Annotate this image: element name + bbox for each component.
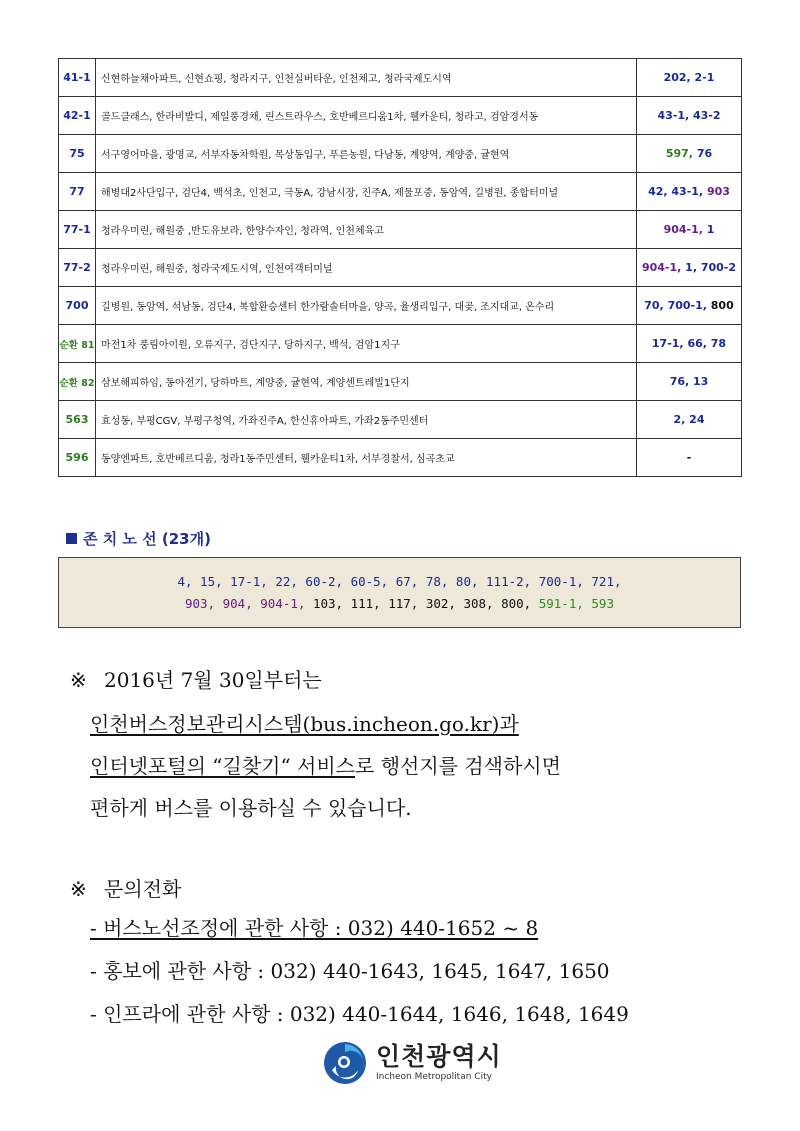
table-row bbox=[59, 211, 742, 249]
route-number: 42-1 bbox=[59, 97, 96, 135]
logo-subtitle: Incheon Metropolitan City bbox=[376, 1072, 492, 1082]
table-row bbox=[59, 135, 742, 173]
abolished-routes-title: 존 치 노 선 (23개) bbox=[66, 528, 211, 549]
table-row bbox=[59, 363, 742, 401]
incheon-logo bbox=[322, 1040, 502, 1086]
table-row bbox=[59, 439, 742, 477]
transfer-route-text: 202, 2-1 bbox=[663, 71, 715, 84]
reference-mark-icon: ※ bbox=[70, 877, 87, 901]
transfer-routes bbox=[637, 363, 742, 401]
transfer-route-text: 2, 24 bbox=[673, 413, 705, 426]
route-number: 순환 82 bbox=[59, 363, 96, 401]
notice-line-3: 인터넷포털의 “길찾기“ 서비스로 행선지를 검색하시면 bbox=[90, 754, 561, 778]
reference-mark-icon: ※ bbox=[70, 668, 87, 692]
transfer-routes bbox=[637, 211, 742, 249]
route-number: 77-2 bbox=[59, 249, 96, 287]
route-stops: 길병원, 동암역, 석남동, 검단4, 복합환승센터 한가람솔터마을, 양곡, 율생리입구, 대곶, 조지대교, 온수리 bbox=[96, 287, 637, 325]
transfer-routes bbox=[637, 325, 742, 363]
route-number: 700 bbox=[59, 287, 96, 325]
transfer-route-text: 597, bbox=[665, 147, 697, 160]
route-stops: 신현하늘채아파트, 신현쇼핑, 청라지구, 인천실버타운, 인천체고, 청라국제도시역 bbox=[96, 59, 637, 97]
transfer-route-text: 42, 43-1, bbox=[648, 185, 707, 198]
transfer-route-text: - bbox=[686, 451, 692, 464]
table-row bbox=[59, 401, 742, 439]
abolished-routes-line-2: 903, 904, 904-1, 103, 111, 117, 302, 308, 800, 591-1, 593 bbox=[185, 595, 614, 611]
table-row bbox=[59, 59, 742, 97]
transfer-route-text: 17-1, 66, 78 bbox=[651, 337, 727, 350]
transfer-route-text: 904-1, bbox=[663, 223, 707, 236]
route-stops: 삼보해피하임, 동아전기, 당하마트, 계양중, 귤현역, 계양센트레빌1단지 bbox=[96, 363, 637, 401]
route-number: 순환 81 bbox=[59, 325, 96, 363]
contact-title: ※ 문의전화 bbox=[70, 877, 182, 901]
transfer-route-text: 76, 13 bbox=[669, 375, 709, 388]
abolished-routes-line-1: 4, 15, 17-1, 22, 60-2, 60-5, 67, 78, 80, 111-2, 700-1, 721, bbox=[177, 573, 622, 589]
transfer-route-text: 70, 700-1, bbox=[644, 299, 711, 312]
route-stops: 골드클래스, 한라비발디, 제일풍경채, 린스트라우스, 호반베르디움1차, 웰카운티, 청라고, 검암경서동 bbox=[96, 97, 637, 135]
transfer-routes bbox=[637, 59, 742, 97]
square-bullet-icon bbox=[66, 533, 77, 544]
table-row bbox=[59, 249, 742, 287]
abolished-routes-box bbox=[58, 557, 741, 628]
notice-line-1: ※ 2016년 7월 30일부터는 bbox=[70, 668, 322, 692]
transfer-route-text: 904-1, bbox=[641, 261, 686, 274]
transfer-route-text: 1 bbox=[706, 223, 715, 236]
route-number: 77-1 bbox=[59, 211, 96, 249]
contact-item-route: - 버스노선조정에 관한 사항 : 032) 440-1652 ~ 8 bbox=[90, 916, 539, 940]
route-stops: 효성동, 부평CGV, 부평구청역, 가좌진주A, 한신휴아파트, 가좌2동주민센터 bbox=[96, 401, 637, 439]
transfer-routes bbox=[637, 135, 742, 173]
contact-item-pr: - 홍보에 관한 사항 : 032) 440-1643, 1645, 1647, 1650 bbox=[90, 959, 610, 983]
route-change-table bbox=[58, 58, 742, 477]
transfer-route-text: 1, 700-2 bbox=[685, 261, 737, 274]
route-number: 41-1 bbox=[59, 59, 96, 97]
route-stops: 동양엔파트, 호반베르디움, 청라1동주민센터, 웰카운티1차, 서부경찰서, 심곡초교 bbox=[96, 439, 637, 477]
table-row bbox=[59, 173, 742, 211]
route-number: 596 bbox=[59, 439, 96, 477]
table-row bbox=[59, 97, 742, 135]
transfer-routes bbox=[637, 97, 742, 135]
transfer-route-text: 903 bbox=[706, 185, 730, 198]
transfer-routes bbox=[637, 439, 742, 477]
logo-name: 인천광역시 bbox=[376, 1042, 502, 1071]
route-number: 563 bbox=[59, 401, 96, 439]
route-stops: 서구영어마을, 광명교, 서부자동차학원, 목상동입구, 푸른농원, 다남동, 계양역, 계양중, 귤현역 bbox=[96, 135, 637, 173]
route-stops: 해병대2사단입구, 검단4, 백석초, 인천고, 극동A, 강남시장, 진주A, 제물포중, 동암역, 길병원, 종합터미널 bbox=[96, 173, 637, 211]
route-stops: 마전1차 풍림아이원, 오류지구, 검단지구, 당하지구, 백석, 검암1지구 bbox=[96, 325, 637, 363]
route-number: 77 bbox=[59, 173, 96, 211]
transfer-routes bbox=[637, 249, 742, 287]
route-stops: 청라우미린, 해원중, 청라국제도시역, 인천여객터미널 bbox=[96, 249, 637, 287]
route-stops: 청라우미린, 해원중 ,반도유보라, 한양수자인, 청라역, 인천체육고 bbox=[96, 211, 637, 249]
incheon-emblem-icon bbox=[322, 1040, 368, 1086]
transfer-route-text: 76 bbox=[696, 147, 713, 160]
table-row bbox=[59, 325, 742, 363]
route-number: 75 bbox=[59, 135, 96, 173]
transfer-route-text: 43-1, 43-2 bbox=[657, 109, 721, 122]
transfer-routes bbox=[637, 401, 742, 439]
transfer-routes bbox=[637, 173, 742, 211]
notice-line-2: 인천버스정보관리시스템(bus.incheon.go.kr)과 bbox=[90, 712, 519, 736]
transfer-routes bbox=[637, 287, 742, 325]
transfer-route-text: 800 bbox=[710, 299, 734, 312]
notice-line-4: 편하게 버스를 이용하실 수 있습니다. bbox=[90, 796, 412, 820]
table-row bbox=[59, 287, 742, 325]
contact-item-infra: - 인프라에 관한 사항 : 032) 440-1644, 1646, 1648, 1649 bbox=[90, 1002, 629, 1026]
